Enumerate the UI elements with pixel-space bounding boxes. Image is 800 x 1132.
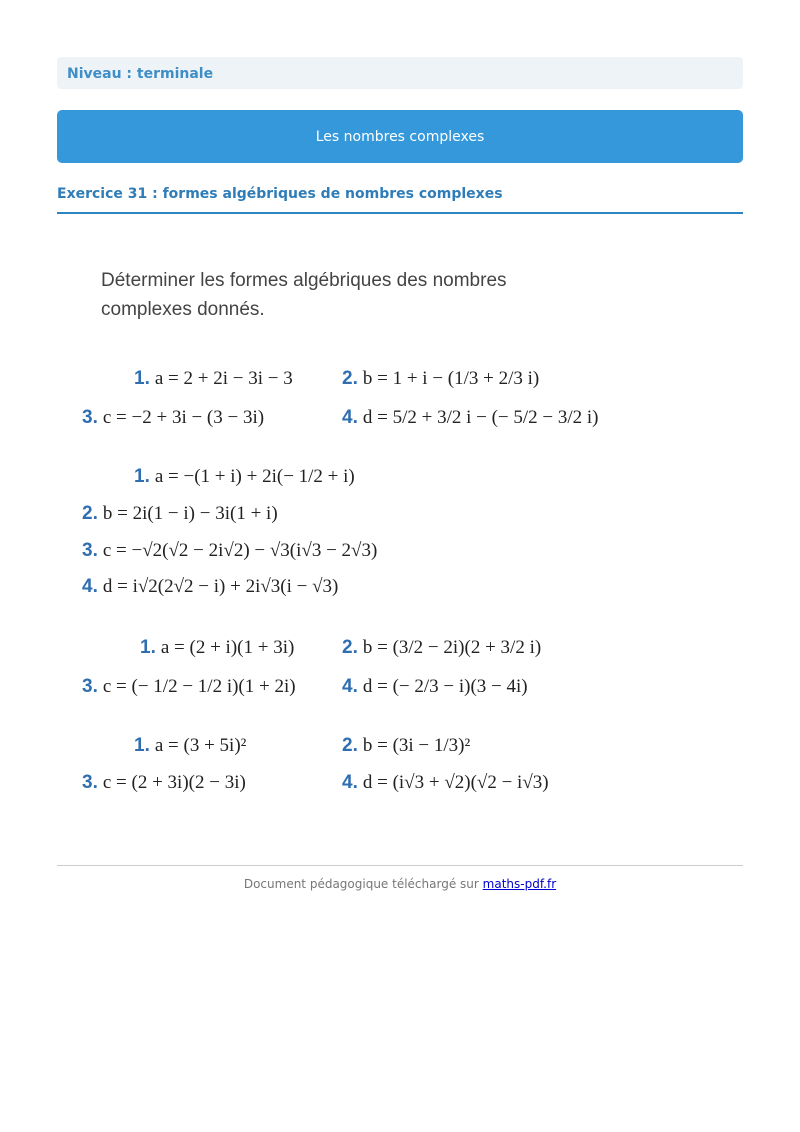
- item-expression: a = (3 + 5i)²: [154, 735, 247, 756]
- item-number: 4.: [342, 407, 358, 428]
- exercise-item: [342, 772, 549, 794]
- footer: [57, 877, 743, 891]
- item-number: 3.: [82, 540, 98, 561]
- exercise-heading: Exercice 31 : formes algébriques de nombres complexes: [57, 186, 743, 214]
- exercise-item: [82, 676, 296, 698]
- item-number: 2.: [342, 637, 358, 658]
- item-number: 3.: [82, 407, 98, 428]
- exercise-item: [134, 466, 355, 488]
- title-banner: [57, 110, 743, 163]
- footer-divider: [57, 865, 743, 866]
- level-label: Niveau : terminale: [67, 66, 214, 82]
- exercise-item: [140, 637, 294, 659]
- exercise-item: [342, 407, 599, 429]
- footer-link[interactable]: maths-pdf.fr: [482, 877, 557, 891]
- item-expression: d = (i√3 + √2)(√2 − i√3): [362, 772, 549, 793]
- item-expression: b = 2i(1 − i) − 3i(1 + i): [102, 503, 278, 524]
- exercise-item: [82, 540, 377, 562]
- exercise-item: [82, 503, 278, 525]
- item-number: 1.: [134, 466, 150, 487]
- item-number: 2.: [342, 735, 358, 756]
- item-number: 1.: [134, 735, 150, 756]
- exercise-instruction: Déterminer les formes algébriques des nombres complexes donnés.: [101, 270, 507, 320]
- item-expression: b = (3i − 1/3)²: [362, 735, 471, 756]
- item-expression: b = (3/2 − 2i)(2 + 3/2 i): [362, 637, 542, 658]
- exercise-item: [342, 676, 528, 698]
- item-expression: d = 5/2 + 3/2 i − (− 5/2 − 3/2 i): [362, 407, 599, 428]
- item-expression: a = −(1 + i) + 2i(− 1/2 + i): [154, 466, 355, 487]
- item-expression: c = −2 + 3i − (3 − 3i): [102, 407, 265, 428]
- exercise-item: [342, 368, 539, 390]
- exercise-item: [134, 368, 293, 390]
- exercise-item: [342, 637, 541, 659]
- item-expression: c = (− 1/2 − 1/2 i)(1 + 2i): [102, 676, 296, 697]
- item-expression: c = (2 + 3i)(2 − 3i): [102, 772, 246, 793]
- item-expression: a = (2 + i)(1 + 3i): [160, 637, 295, 658]
- item-number: 1.: [140, 637, 156, 658]
- item-number: 4.: [82, 576, 98, 597]
- exercise-item: [82, 407, 264, 429]
- item-expression: b = 1 + i − (1/3 + 2/3 i): [362, 368, 540, 389]
- item-number: 3.: [82, 676, 98, 697]
- item-expression: d = (− 2/3 − i)(3 − 4i): [362, 676, 528, 697]
- exercise-item: [342, 735, 470, 757]
- exercise-statement: [72, 250, 632, 810]
- item-expression: d = i√2(2√2 − i) + 2i√3(i − √3): [102, 576, 339, 597]
- level-bar: [57, 57, 743, 89]
- item-expression: c = −√2(√2 − 2i√2) − √3(i√3 − 2√3): [102, 540, 378, 561]
- exercise-item: [82, 576, 338, 598]
- item-expression: a = 2 + 2i − 3i − 3: [154, 368, 293, 389]
- exercise-item: [82, 772, 246, 794]
- item-number: 2.: [342, 368, 358, 389]
- item-number: 3.: [82, 772, 98, 793]
- item-number: 4.: [342, 772, 358, 793]
- chapter-title: Les nombres complexes: [315, 128, 485, 145]
- footer-text: Document pédagogique téléchargé sur: [243, 877, 479, 891]
- item-number: 1.: [134, 368, 150, 389]
- item-number: 2.: [82, 503, 98, 524]
- item-number: 4.: [342, 676, 358, 697]
- exercise-item: [134, 735, 246, 757]
